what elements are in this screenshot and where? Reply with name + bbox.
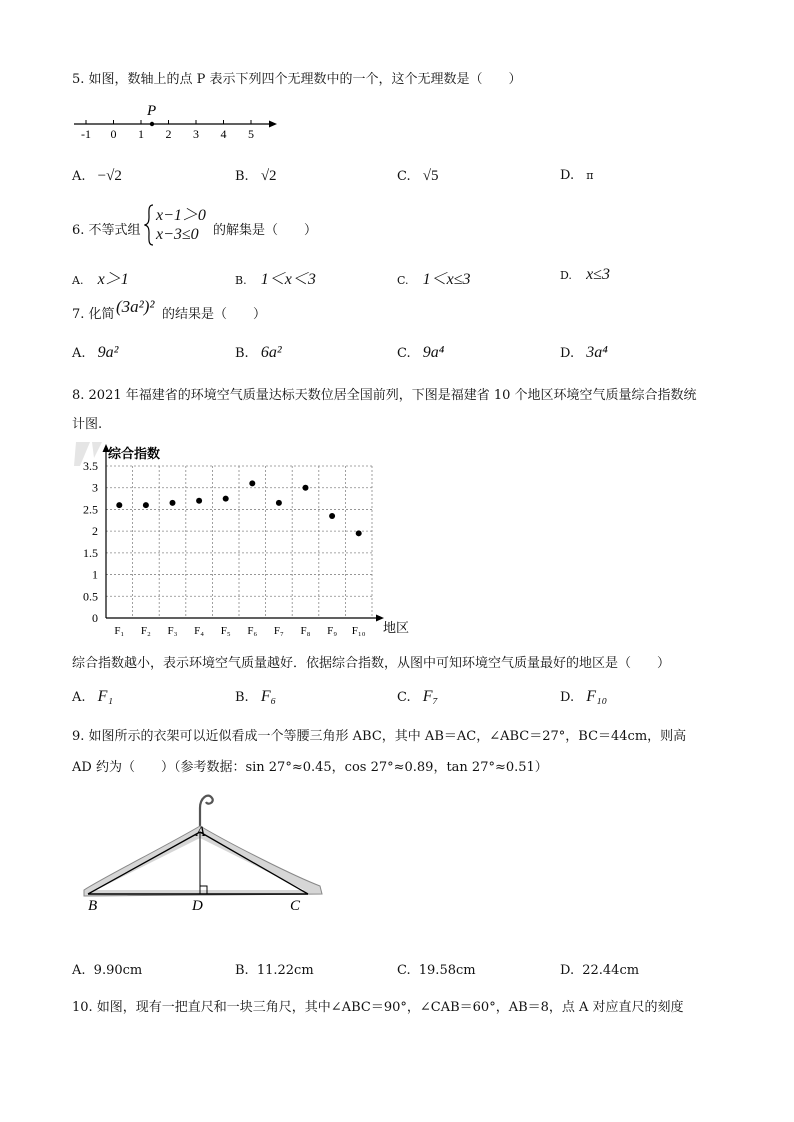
q7-option-a[interactable] (72, 344, 118, 362)
option-value: √2 (260, 168, 277, 184)
option-letter: A. (72, 346, 86, 361)
q8-scatter-chart (70, 436, 420, 641)
q8-text-line1: 8. 2021 年福建省的环境空气质量达标天数位居全国前列，下图是福建省 10 个地区环境空气质量综合指数统 (72, 388, 697, 403)
option-letter: C. (397, 963, 411, 978)
option-letter: B. (235, 274, 247, 287)
option-value: 9.90cm (93, 963, 143, 978)
y-tick-label: 3 (92, 480, 98, 495)
option-letter: A. (72, 690, 86, 705)
option-value: x≤3 (586, 266, 610, 283)
y-tick-label: 2 (92, 524, 98, 539)
y-axis-label: 综合指数 (108, 446, 161, 461)
q6-option-d[interactable] (560, 266, 610, 284)
number-line-tick-label: -1 (81, 127, 91, 140)
q8-after-text: 综合指数越小，表示环境空气质量越好．依据综合指数，从图中可知环境空气质量最好的地区是（ ） (72, 656, 671, 671)
q8-option-c[interactable] (397, 688, 438, 706)
option-letter: D. (560, 963, 575, 978)
data-point (116, 502, 122, 508)
q7-suffix: 的结果是（ ） (162, 307, 267, 322)
x-tick-label: F₂ (140, 625, 151, 637)
point-c-label: C (290, 898, 301, 914)
point-b-label: B (88, 898, 98, 914)
option-letter: C. (397, 169, 411, 184)
option-letter: B. (235, 690, 249, 705)
y-tick-label: 0.5 (83, 589, 98, 604)
q5-option-b[interactable] (235, 168, 277, 185)
chart-x-ticks (114, 625, 365, 637)
option-value: F₇ (422, 688, 439, 705)
brace-icon (144, 203, 154, 247)
x-tick-label: F₁₀ (351, 625, 366, 637)
q9-option-a[interactable] (72, 963, 142, 978)
option-value: 1＜x＜3 (260, 271, 316, 288)
option-value: F₁ (97, 688, 114, 705)
q9-text-line1: 9. 如图所示的衣架可以近似看成一个等腰三角形 ABC，其中 AB＝AC，∠ABC＝27°，BC＝44cm，则高 (72, 729, 687, 744)
chart-axes (103, 444, 385, 622)
q7-option-c[interactable] (397, 344, 444, 362)
q7-option-d[interactable] (560, 344, 608, 362)
option-value: 22.44cm (582, 963, 640, 978)
q9-option-b[interactable] (235, 963, 314, 978)
q8-option-b[interactable] (235, 688, 276, 706)
q7-expression: (3a²)² (116, 297, 155, 316)
q10-text-line1: 10. 如图，现有一把直尺和一块三角尺，其中∠ABC＝90°，∠CAB＝60°，AB＝8，点 A 对应直尺的刻度 (72, 1000, 684, 1015)
y-tick-label: 2.5 (83, 502, 98, 517)
point-p-marker (150, 122, 154, 126)
q6-option-c[interactable] (397, 266, 471, 289)
option-letter: A. (72, 169, 86, 184)
data-point (329, 513, 335, 519)
option-value: 3a⁴ (586, 344, 608, 361)
y-tick-label: 3.5 (83, 459, 98, 473)
option-letter: C. (397, 274, 409, 287)
option-value: −√2 (97, 168, 122, 184)
data-point (223, 496, 229, 502)
data-point (170, 500, 176, 506)
option-value: 9a⁴ (422, 344, 445, 361)
q6-option-b[interactable] (235, 266, 316, 289)
q6-option-a[interactable] (72, 266, 129, 289)
option-value: 11.22cm (256, 963, 314, 978)
option-value: 9a² (97, 344, 119, 361)
q9-option-c[interactable] (397, 963, 476, 978)
q6-suffix: 的解集是（ ） (213, 223, 318, 238)
chart-y-ticks (83, 459, 98, 625)
q6-inequality-2: x−3≤0 (156, 226, 199, 243)
option-value: π (586, 169, 594, 182)
option-value: F₁₀ (586, 688, 608, 705)
y-tick-label: 1 (92, 567, 98, 582)
x-tick-label: F₇ (273, 625, 284, 637)
x-axis-label: 地区 (383, 620, 410, 635)
data-point (276, 500, 282, 506)
point-p-label: P (147, 103, 157, 119)
y-tick-label: 0 (92, 611, 98, 625)
number-line-tick-label: 5 (248, 127, 254, 140)
x-tick-label: F₉ (327, 625, 338, 637)
q9-text-line2: AD 约为（ ）（参考数据：sin 27°≈0.45，cos 27°≈0.89，tan 27°≈0.51） (72, 760, 548, 775)
q6-prefix: 6. 不等式组 (72, 223, 141, 238)
data-point (356, 530, 362, 536)
hanger-hook-icon (200, 796, 213, 826)
q9-option-d[interactable] (560, 963, 639, 978)
option-value: F₆ (260, 688, 277, 705)
option-value: 1＜x≤3 (422, 271, 471, 288)
q9-hanger-figure (76, 786, 332, 918)
option-letter: C. (397, 690, 411, 705)
point-a-label: A (196, 824, 206, 840)
x-tick-label: F₆ (247, 625, 258, 637)
data-point (196, 498, 202, 504)
x-tick-label: F₄ (194, 625, 205, 637)
option-letter: C. (397, 346, 411, 361)
option-letter: D. (560, 690, 575, 705)
x-tick-label: F₃ (167, 625, 178, 637)
option-value: x＞1 (97, 271, 129, 288)
q5-option-a[interactable] (72, 168, 122, 185)
point-d-label: D (192, 898, 203, 914)
q5-option-c[interactable] (397, 168, 439, 185)
data-point (303, 485, 309, 491)
option-letter: D. (560, 269, 572, 282)
q8-text-line2: 计图. (72, 417, 103, 432)
x-tick-label: F₅ (220, 625, 231, 637)
option-letter: D. (560, 168, 575, 183)
number-line-tick-label: 3 (193, 127, 199, 140)
y-tick-label: 1.5 (83, 545, 98, 560)
option-letter: A. (72, 274, 84, 287)
option-letter: B. (235, 169, 249, 184)
number-line-tick-label: 0 (110, 127, 117, 140)
chart-grid (106, 466, 372, 618)
q5-text: 5. 如图，数轴上的点 P 表示下列四个无理数中的一个，这个无理数是（ ） (72, 72, 522, 87)
number-line-tick-label: 1 (138, 127, 144, 140)
data-point (143, 502, 149, 508)
q8-option-d[interactable] (560, 688, 607, 706)
x-tick-label: F₁ (114, 625, 125, 637)
number-line-tick-label: 2 (165, 127, 172, 140)
option-letter: A. (72, 963, 86, 978)
q6-inequality-1: x−1＞0 (156, 207, 206, 224)
q7-option-b[interactable] (235, 344, 282, 362)
number-line-tick-label: 4 (220, 127, 227, 140)
option-letter: B. (235, 963, 249, 978)
option-value: √5 (422, 168, 439, 184)
q7-prefix: 7. 化简 (72, 307, 115, 322)
option-value: 6a² (260, 344, 282, 361)
q8-option-a[interactable] (72, 688, 113, 706)
option-letter: B. (235, 346, 249, 361)
q5-option-d[interactable] (560, 168, 593, 183)
q5-number-line (70, 98, 285, 140)
x-tick-label: F₈ (300, 625, 311, 637)
data-point (249, 480, 255, 486)
option-value: 19.58cm (418, 963, 476, 978)
option-letter: D. (560, 346, 575, 361)
